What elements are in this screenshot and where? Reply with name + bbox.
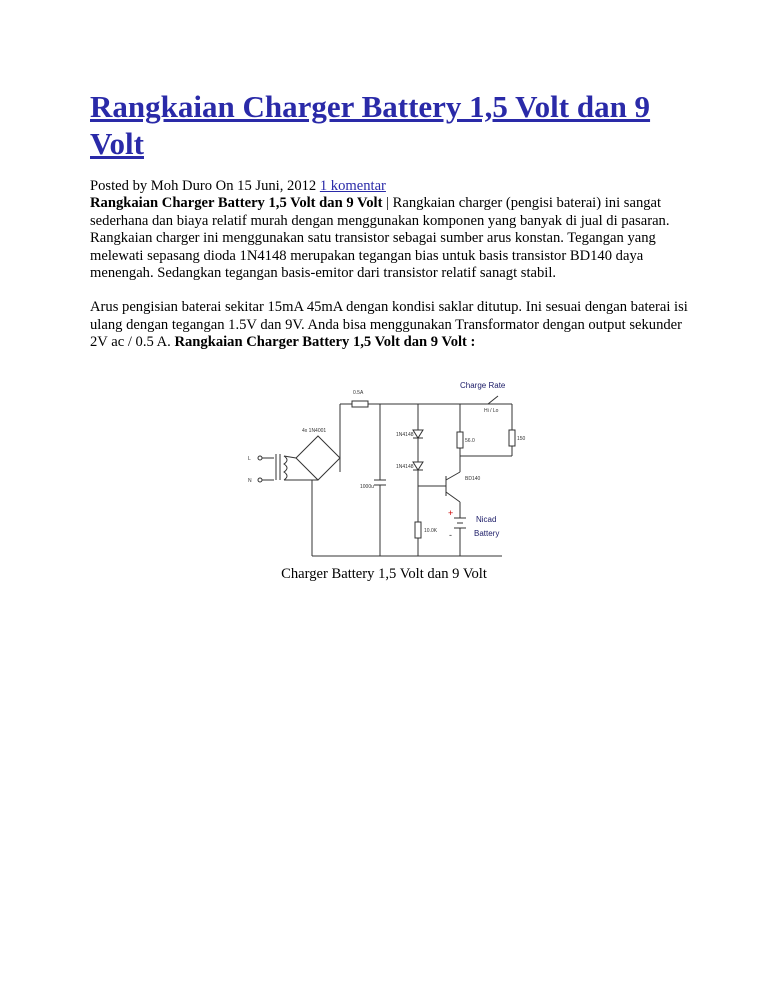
minus-label: - (449, 530, 452, 540)
circuit-diagram (240, 376, 530, 566)
para2-text: Arus pengisian baterai sekitar 15mA 45mA dengan kondisi saklar ditutup. Ini sesuai dengan baterai isi ulang dengan tegangan 1.5V dan 9V. Anda bisa menggunakan Transformator dengan output sekunder 2V ac / 0.5 A. (90, 299, 688, 351)
para1-text: | Rangkaian charger (pengisi baterai) ini sangat sederhana dan biaya relatif murah dengan menggunakan komponen yang banyak di jual di pasaran. Rangkaian charger ini menggunakan satu transistor sebagai sumber arus konstan. Tegangan yang melewati sepasang dioda 1N4148 merupakan tegangan bias untuk basis transistor BD140 daya menengah. Sedangkan tegangan basis-emitor dari transistor relatif sanagt stabil. (90, 195, 670, 282)
posted-by-text: Posted by Moh Duro On 15 Juni, 2012 (90, 178, 320, 194)
post-meta (90, 178, 690, 282)
cap-label: 1000u (360, 484, 374, 490)
para2-bold-tail: Rangkaian Charger Battery 1,5 Volt dan 9 Volt : (174, 334, 476, 351)
fuse-label: 0.5A (353, 390, 364, 396)
diode1-label: 1N4148 (396, 432, 414, 438)
transistor-label: BD140 (465, 476, 481, 482)
r1-label: 56.0 (465, 438, 475, 444)
r3-label: 150 (517, 436, 526, 442)
comments-link[interactable]: 1 komentar (319, 178, 386, 194)
para1-bold-lead: Rangkaian Charger Battery 1,5 Volt dan 9 Volt (90, 195, 383, 212)
bridge-label: 4x 1N4001 (302, 428, 327, 434)
switch-label: Hi / Lo (484, 408, 499, 414)
charge-rate-label: Charge Rate (460, 381, 506, 390)
post-body (90, 178, 690, 352)
figure-caption: Charger Battery 1,5 Volt dan 9 Volt (281, 566, 487, 582)
input-l-label: L (248, 456, 251, 462)
plus-label: + (448, 508, 454, 518)
paragraph-2 (90, 299, 690, 351)
nicad-label: Nicad (476, 515, 497, 524)
diode2-label: 1N4148 (396, 464, 414, 470)
circuit-svg (240, 376, 530, 566)
post-title (90, 88, 690, 162)
input-n-label: N (248, 478, 252, 484)
post-title-link[interactable]: Rangkaian Charger Battery 1,5 Volt dan 9 Volt (90, 89, 651, 161)
battery-label: Battery (474, 529, 500, 538)
r2-label: 10.0K (424, 528, 438, 534)
